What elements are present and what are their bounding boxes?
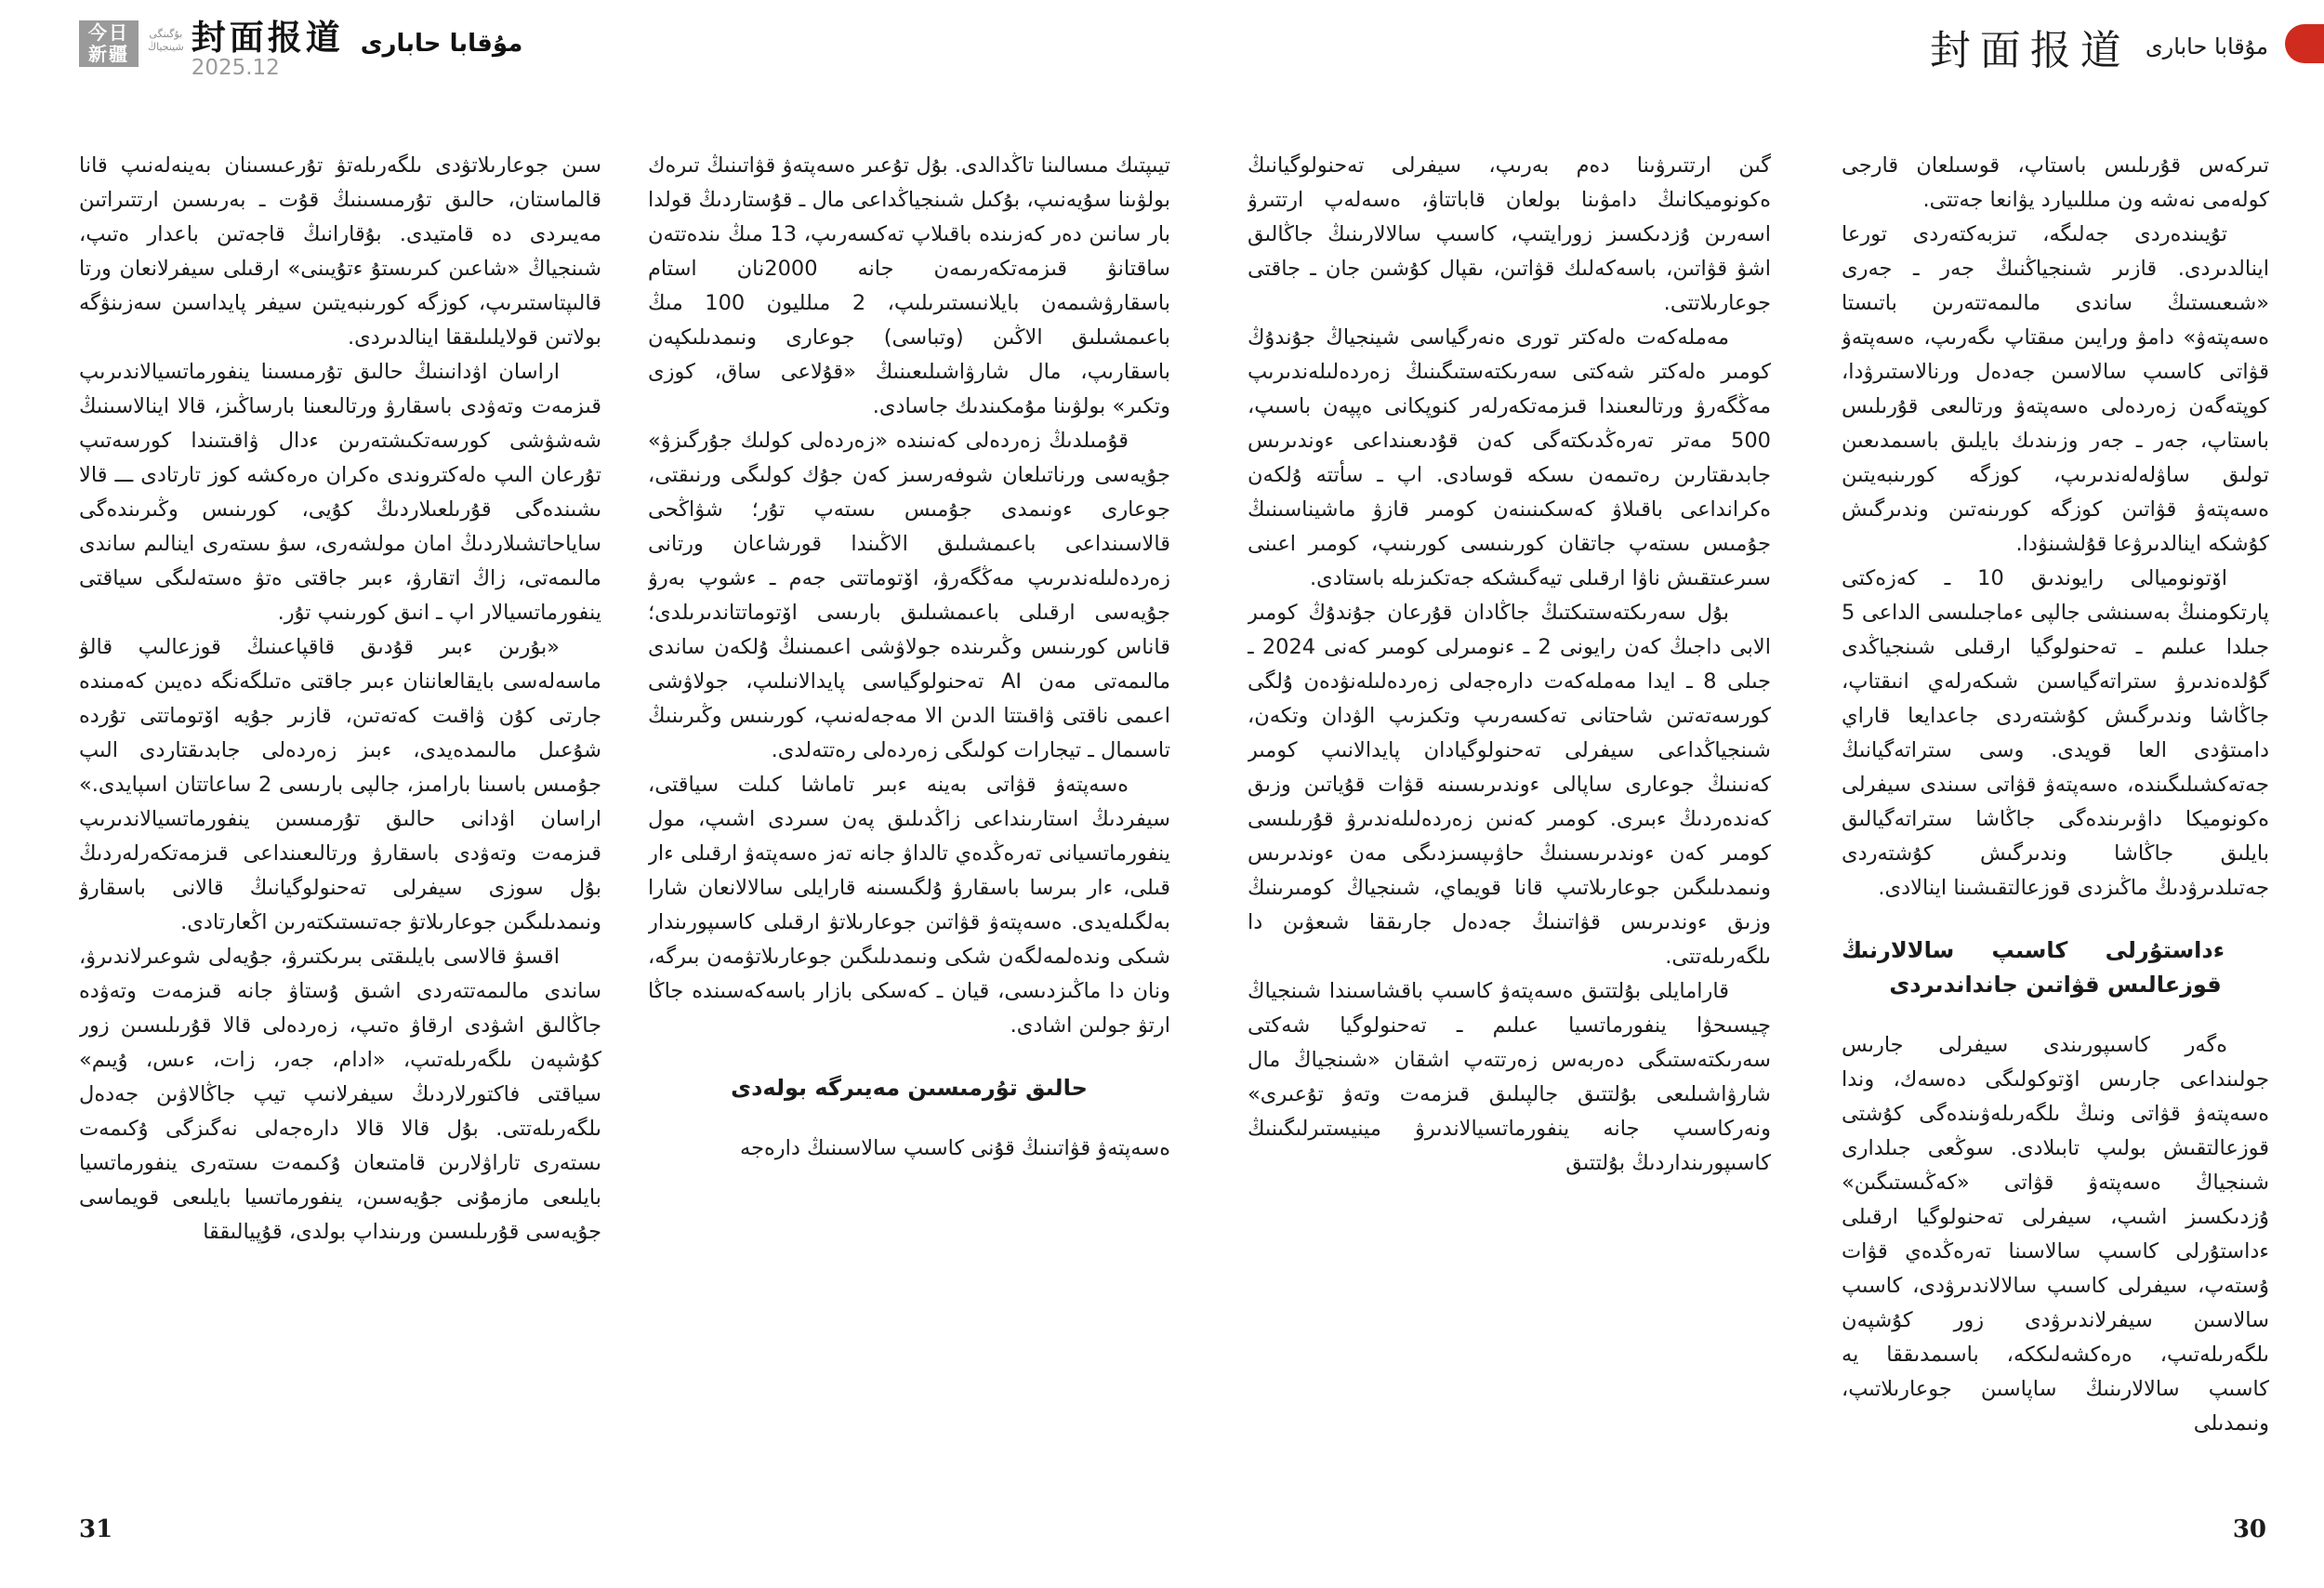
body-paragraph: اقسۋ قالاسى بايلىقتى بىرىكتىرۋ، جۇيەلى شوعىرلاندىرۋ، ساندى مالىمەتتەردى اشىق ۇستاۋ جانە قىزمەت وتەۋدە جاڭالىق اشۋدى ارقاۋ ەتىپ، زەردەلى قالا قۇرىلىسىن زور كۇشپەن ىلگەرىلەتىپ، «ادام، جەر، زات، ءىس، ۇيىم» سياقتى فاكتورلاردىڭ سيفرلانىپ تيپ جاڭالاۋىن جەدەل ىلگەرىلەتتى. بۇل قالا قالا دارەجەلى نەگىزگى ۇكىمەت ىستەرى تاراۋلارىن قامتىعان ۇكىمەت ىستەرى ينفورماتسيا بايلىعى مازمۇنى جۇيەسىن، ينفورماتسيا بايلىعى قويماسى جۇيەسى قۇرىلىسىن ورىنداپ بولدى، قۇپيالىققا <box>79 945 601 1244</box>
issue-number: 2025.12 <box>191 56 280 80</box>
body-paragraph: قۇمىلدىڭ زەردەلى كەنىندە «زەردەلى كولىك جۇرگىزۋ» جۇيەسى ورناتىلعان شوفەرسىز كەن جۇك كولىگى ورنىقتى، جوعارى ءونىمدى جۇمىس ىستەپ تۇر؛ شۋاڭحى قالاسىنداعى باعىمشىلىق الاڭىندا قورشاعان ورتانى زەردەلىلەندىرىپ مەڭگەرۋ، اۆتوماتتى جەم ـ ءشوپ بەرۋ جۇيەسى ارقىلى باعىمشىلىق بارىسى اۆتوماتتاندىرىلدى؛ قاناس كورىنىس وڭىرىندە جولاۋشى اعىمىنىڭ ۇلكەن ساندى مالىمەتى مەن AI تەحنولوگياسى پايدالانىلىپ، جولاۋشى اعىمى ناقتى ۋاقىتتا الدىن الا مەجەلەنىپ، كورىنىس وڭىرىنىڭ تاسىمال ـ تيجارات كولىگى زەردەلى رەتتەلدى. <box>648 429 1170 762</box>
body-paragraph: بۇل سەرىكتەستىكتىڭ جاڭادان قۇرعان جۇندۇڭ كومىر الابى داجىڭ كەن رايونى 2 ـ ءنومىرلى كومىر كەنى 2024 ـ جىلى 8 ـ ايدا مەملەكەت دارەجەلى زەردەلىلەنۋدەن ۇلگى كورسەتەتىن شاحتانى تەكسەرىپ وتكىزىپ الۋدان وتكەن، شىنجياڭداعى سيفرلى تەحنولوگيادان پايدالانىپ كومىر كەنىنىڭ جوعارى ساپالى ءوندىرىسىنە قۋات قۇياتىن وزىق كەندەردىڭ ءبىرى. كومىر كەنىن زەردەلىلەندىرۋ قۇرىلىسى كومىر كەن ءوندىرىسىنىڭ حاۋىپسىزدىگى مەن ءوندىرىس ونىمدىلىگىن جوعارىلاتىپ قانا قويماي، شىنجياڭ كومىرىنىڭ وزىق ءوندىرىس قۋاتىنىڭ جەدەل جارىققا شىعۋىن دا ىلگەرىلەتتى. <box>1248 601 1771 969</box>
section-heading: حالىق تۇرمىسىن مەيىرگە بولەدى <box>731 1075 1088 1101</box>
logo-side-text: بۇگىنگى شينجياڭ <box>148 28 184 53</box>
body-paragraph: سىن جوعارىلاتۋدى ىلگەرىلەتۋ تۇرعىسىنان بەينەلەنىپ قانا قالماستان، حالىق تۇرمىسىنىڭ قۇت ـ بەرىسىن ارتتىراتىن مەيىردى دە قامتيدى. بۇقارانىڭ قاجەتىن باعدار ەتىپ، شىنجياڭ «شاعىن كىرىستۇ ءتۇيىنى» ارقىلى سيفرلانعان ورتا قالىپتاستىرىپ، كوزگە كورىنبەيتىن سيفر پايداسىن سەزىنۋگە بولاتىن قولايلىلىققا اينالدىردى. <box>79 153 601 350</box>
section-title-block <box>191 20 344 79</box>
left-page-header <box>79 18 523 80</box>
body-paragraph: اراسان اۋدانىنىڭ حالىق تۇرمىسىنا ينفورماتسيالاندىرىپ قىزمەت وتەۋدى باسقارۋ ورتالىعىنا بارساڭىز، قالا اينالاسىنىڭ شەشۋشى كورسەتكىشتەرىن ءدال ۋاقىتىندا كورسەتىپ تۇرعان الىپ ەلەكتروندى ەكران ەرەكشە كوز تارتادى ـــ قالا ىشىندەگى قۇرىلعىلاردىڭ كۇيى، كورىنىس وڭىرىندەگى ساياحاتشىلاردىڭ امان مولشەرى، سۋ ىستەرى اينالىم ساندى مالىمەتى، زاڭ اتقارۋ، ءبىر جاقتى ەتۋ ەستەلىگى سياقتى ينفورماتسيالار اپ ـ انىق كورىنىپ تۇر. <box>79 360 601 625</box>
body-paragraph: ەگەر كاسىپورىندى سيفرلى جارىس جولىنداعى جارىس اۆتوكولىگى دەسەك، وندا ەسەپتەۋ قۋاتى ونىڭ ىلگەرىلەۋىندەگى كۇشتى قوزعالتقىش بولىپ تابىلادى. سوڭعى جىلدارى شىنجياڭ ەسەپتەۋ قۋاتى «كەڭىستىگىن» ۇزدىكسىز اشىپ، سيفرلى تەحنولوگيا ارقىلى ءداستۇرلى كاسىپ سالاسىنا تەرەڭدەي قۋات ۇستەپ، سيفرلى كاسىپ سالالاندىرۋدى، كاسىپ سالاسىن سيفرلاندىرۋدى زور كۇشپەن ىلگەرىلەتىپ، ەرەكشەلىككە، باسىمدىققا يە كاسىپ سالالارىنىڭ ساپاسىن جوعارىلاتىپ، ونىمدىلى <box>1842 1033 2269 1436</box>
body-paragraph: مەملەكەت ەلەكتر تورى ەنەرگياسى شينجياڭ جۇندۇڭ كومىر ەلەكتر شەكتى سەرىكتەستىگىنىڭ زەردەلىلەندىرىپ مەڭگەرۋ ورتالىعىندا قىزمەتكەرلەر كنوپكانى ەپپەن باسىپ، 500 مەتر تەرەڭدىكتەگى كەن قۇدىعىنداعى ءوندىرىس جابدىقتارىن رەتىمەن ىسكە قوسادى. اپ ـ سأتتە ۇلكەن ەكرانداعى باقىلاۋ كەسكىنىنەن كومىر قازۋ ماشيناسىنىڭ جۇمىس ىستەپ جاتقان كورىنىسى كورىنىپ، كومىر اعىنى سىرعىتقىش ناۋا ارقىلى تيەگىشكە جەتكىزىلە باستادى. <box>1248 325 1771 590</box>
magazine-logo <box>79 20 139 67</box>
section-title-cn-right: 封面报道 <box>1929 28 2131 73</box>
column-2 <box>648 149 1170 1499</box>
body-paragraph: «بۇرىن ءبىر قۇدىق قاقپاعىنىڭ قوزعالىپ قالۋ ماسەلەسى بايقالعاننان ءبىر جاقتى ەتىلگەنگە دەيىن كەمىندە جارتى كۇن ۋاقىت كەتەتىن، قازىر جۇيە اۆتوماتتى تۇردە شۇعىل مالىمدەيدى، ءبىز زەردەلى جابدىقتاردى الىپ جۇمىس باسىنا بارامىز، جالپى بارىسى 2 ساعاتتان اسپايدى.» اراسان اۋدانى حالىق تۇرمىسىن ينفورماتسيالاندىرىپ قىزمەت وتەۋدى باسقارۋ ورتالىعىنداعى قىزمەتكەرلەردىڭ بۇل سوزى سيفرلى تەحنولوگيانىڭ قالانى باسقارۋ ونىمدىلىگىن جوعارىلاتۋ جەتىستىكتەرىن اڭعارتادى. <box>79 635 601 934</box>
page-number-right: 30 <box>2232 1515 2266 1543</box>
body-paragraph: ەسەپتەۋ قۋاتى بەينە ءبىر تاماشا كىلت سياقتى، سيفردىڭ استارىنداعى زاڭدىلىق پەن سىردى اشىپ، مول ينفورماتسيانى تەرەڭدەي تالداۋ جانە تەز ەسەپتەۋ ارقىلى ءار قىلى، ءار بىرسا باسقارۋ ۇلگىسىنە قارايلى سالالانعان شارا بەلگىلەيدى. ەسەپتەۋ قۋاتىن جوعارىلاتۋ ارقىلى كاسىپورىندار شىكى وندەلمەلگەن شكى ونىمدىلىگىن جوعارىلاتۋمەن بىرگە، ونان دا ماڭىزدىسى، قيان ـ كەسكى بازار باسەكەسىندە جاڭا ارتۋ جولىن اشادى. <box>648 773 1170 1038</box>
body-paragraph: قارامايلى بۇلتتىق ەسەپتەۋ كاسىپ باقشاسىندا شىنجياڭ چيسىحۋا ينفورماتسيا عىلىم ـ تەحنولوگيا شەكتى سەرىكتەستىگى دەربەس زەرتتەپ اشقان «شىنجياڭ مال شارۋاشىلىعى بۇلتتىق جالپىلىق قىزمەت وتەۋ تۇعىرى» ونەركاسىپ جانە ينفورماتسيالاندىرۋ مينيستىرلىگىنىڭ كاسىپورىنداردىڭ بۇلتتىق <box>1248 979 1771 1175</box>
body-paragraph: تۇيىندەردى جەلىگە، تىزبەكتەردى تورعا اينالدىردى. قازىر شىنجياڭنىڭ جەر ـ جەرى «شىعىستىڭ ساندى مالىمەتتەرىن باتىستا ەسەپتەۋ» دامۋ ورايىن مىقتاپ ىگەرىپ، ەسەپتەۋ قۋاتى كاسىپ سالاسىن جەدەل ورنالاستىرۋدا، كوپتەگەن زەردەلى ەسەپتەۋ ورتالىعى قۇرىلىس باستاپ، جەر ـ جەر وزىندىك بايلىق باسىمدىعىن تولىق ساۋلەلەندىرىپ، كوزگە كورىنبەيتىن ەسەپتەۋ قۋاتىن كوزگە كورىنەتىن وندىرگىش كۇشكە اينالدىرۋعا قۇلشىنۋدا. <box>1842 222 2269 556</box>
section-title-kz-right: مۇقابا حابارى <box>2145 33 2268 60</box>
body-paragraph: اۆتونوميالى رايوندىق 10 ـ كەزەكتى پارتكومنىڭ بەسىنشى جالپى ءماجىلىسى الداعى 5 جىلدا عىلىم ـ تەحنولوگيا ارقىلى شىنجياڭدى گۇلدەندىرۋ ستراتەگياسىن شىكەرلەي انىقتاپ، جاڭاشا وندىرگىش كۇشتەردى جاعدايعا قاراي دامىتۋدى العا قويدى. وسى ستراتەگيانىڭ جەتەكشىلىگىندە، ەسەپتەۋ قۋاتى سىندى سيفرلى ەكونوميكا داۋىرىندەگى جاڭاشا ستراتەگيالىق بايلىق جاڭاشا وندىرگىش كۇشتەردى جەتىلدىرۋدىڭ ماڭىزدى قوزعالتقىشىنا اينالادى. <box>1842 566 2269 900</box>
column-4 <box>1842 149 2269 1499</box>
column-3 <box>1248 149 1771 1499</box>
page-number-left: 31 <box>79 1515 113 1543</box>
section-title-kz: مۇقابا حابارى <box>360 30 523 58</box>
body-paragraph: ەسەپتەۋ قۋاتىنىڭ قۇنى كاسىپ سالاسىنىڭ دارەجە <box>740 1136 1170 1160</box>
section-heading: ءداستۇرلى كاسىپ سالالارنىڭ قوزعالىس قۋاتىن جانداندىردى <box>1842 937 2225 998</box>
section-title-cn: 封面报道 <box>191 18 344 58</box>
body-paragraph: گىن ارتتىرۋىنا دەم بەرىپ، سيفرلى تەحنولوگيانىڭ ەكونوميكانىڭ دامۋىنا بولعان قاباتتاۋ، ەسەلەپ ارتتىرۋ اسەرىن ۇزدىكسىز زورايتىپ، كاسىپ سالالارىنىڭ جاڭالىق اشۋ قۋاتىن، باسەكەلىك قۋاتىن، ىقپال كۇشىن جان ـ جاقتى جوعارىلاتتى. <box>1248 153 1771 315</box>
accent-pill <box>2285 24 2324 63</box>
logo-line1: 今日 <box>88 21 129 44</box>
body-paragraph: تيىپتىك مىسالىنا تاڭدالدى. بۇل تۇعىر ەسەپتەۋ قۋاتىنىڭ تىرەك بولۋىنا سۇيەنىپ، بۇكىل شىنجياڭداعى مال ـ قۇستاردىڭ قولدا بار سانىن دەر كەزىندە باقىلاپ تەكسەرىپ، 13 مىڭ ىندەتتەن ساقتانۋ قىزمەتكەرىمەن جانە 2000نان استام باسقارۋشىمەن بايلانىستىرىلىپ، 2 مىلليون 100 مىڭ باعىمشىلىق الاڭىن (وتباسى) جوعارى ونىمدىلىكپەن باسقارىپ، مال شارۋاشىلىعىنىڭ «قۇلاعى ساق، كوزى وتكىر» بولۋىنا مۇمكىندىك جاسادى. <box>648 153 1170 418</box>
body-paragraph: تىركەس قۇرىلىس باستاپ، قوسىلعان قارجى كولەمى نەشە ون مىللىيارد يۋانعا جەتتى. <box>1842 153 2269 212</box>
column-1 <box>79 149 601 1499</box>
logo-line2: 新疆 <box>88 43 129 65</box>
right-page-header <box>1930 19 2268 74</box>
